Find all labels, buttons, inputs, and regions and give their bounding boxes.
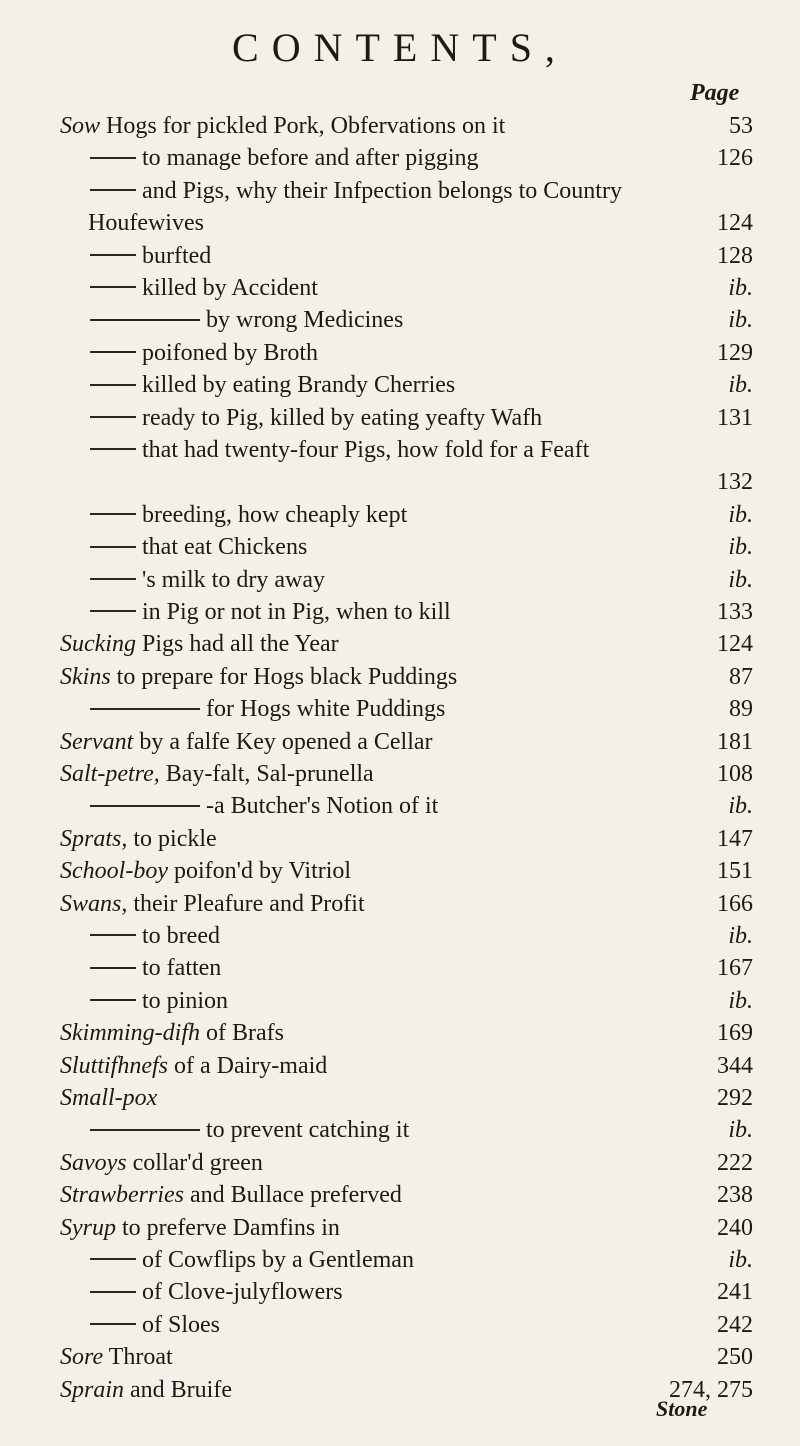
entry-description: Pigs had all the Year	[135, 631, 339, 658]
contents-entry	[0, 1017, 800, 1049]
entry-text	[90, 531, 307, 563]
entry-page-number: ib.	[728, 275, 753, 301]
entry-description: to fatten	[142, 955, 222, 982]
entry-keyword: Skins	[60, 663, 111, 690]
entry-keyword: Swans,	[60, 890, 128, 917]
contents-entry	[0, 434, 800, 466]
entry-text	[90, 1309, 220, 1341]
entry-keyword: Strawberries	[60, 1182, 185, 1209]
contents-entry	[0, 110, 800, 142]
contents-entry	[0, 402, 800, 434]
entry-text	[60, 1179, 402, 1211]
entry-description: killed by eating Brandy Cherries	[142, 372, 456, 399]
entry-description: ready to Pig, killed by eating yeafty Wafh	[142, 404, 543, 431]
contents-entry	[0, 920, 800, 952]
contents-entry	[0, 272, 800, 304]
contents-entry	[0, 1050, 800, 1082]
entry-text	[90, 304, 403, 336]
entry-text	[90, 596, 451, 628]
entry-description: for Hogs white Puddings	[206, 696, 446, 723]
contents-entry	[0, 823, 800, 855]
ditto-dash	[90, 254, 136, 256]
entry-page-number: 166	[717, 890, 753, 917]
ditto-dash	[90, 967, 136, 969]
entry-keyword: School-boy	[60, 858, 168, 885]
entry-description: in Pig or not in Pig, when to kill	[142, 599, 451, 625]
entry-page-number: 151	[717, 858, 753, 885]
entry-description: Houfewives	[88, 210, 204, 237]
entry-text	[60, 110, 505, 142]
entry-text	[90, 337, 318, 369]
ditto-dash	[90, 416, 136, 418]
entry-keyword: Servant	[60, 728, 134, 755]
contents-entry	[0, 661, 800, 693]
entry-keyword: Sluttifhnefs	[60, 1052, 168, 1079]
contents-entry	[0, 1309, 800, 1341]
entry-page-number: 129	[717, 339, 753, 366]
entry-page-number: ib.	[728, 987, 753, 1014]
ditto-dash	[90, 708, 200, 710]
entry-text	[60, 758, 374, 790]
entry-text	[90, 272, 318, 304]
entry-keyword: Skimming-difh	[60, 1020, 200, 1047]
entry-page-number: 238	[717, 1182, 753, 1209]
entry-description: of Brafs	[199, 1020, 284, 1047]
ditto-dash	[90, 610, 136, 612]
ditto-dash	[90, 319, 200, 321]
entry-description: and Pigs, why their Infpection belongs to Country	[142, 177, 622, 204]
entry-description: Throat	[103, 1344, 173, 1371]
ditto-dash	[90, 546, 136, 548]
ditto-dash	[90, 189, 136, 191]
entry-description: to manage before and after pigging	[142, 145, 479, 172]
entry-text	[90, 985, 228, 1017]
entry-description: burfted	[142, 242, 212, 269]
entry-keyword: Sucking	[60, 631, 136, 658]
entry-page-number: ib.	[728, 566, 753, 593]
contents-entry	[0, 693, 800, 725]
contents-entry	[0, 337, 800, 369]
entry-keyword: Syrup	[60, 1214, 116, 1241]
entry-description: poifoned by Broth	[142, 339, 318, 366]
entry-page-number: ib.	[728, 1117, 753, 1144]
contents-entry	[0, 985, 800, 1017]
entry-description: to breed	[142, 923, 220, 949]
entry-text	[88, 207, 204, 239]
entry-keyword: Sprain	[60, 1376, 125, 1403]
page-column-label: Page	[690, 80, 740, 106]
entry-description: to pinion	[142, 987, 229, 1014]
entry-page-number: 292	[717, 1085, 753, 1111]
contents-entry	[0, 1212, 800, 1244]
entry-description: of Clove-julyflowers	[142, 1279, 343, 1306]
contents-entry	[0, 499, 800, 531]
ditto-dash	[90, 1129, 200, 1131]
entry-description: by a falfe Key opened a Cellar	[133, 728, 433, 755]
contents-entry	[0, 855, 800, 887]
entry-page-number: ib.	[728, 372, 753, 399]
contents-entry	[0, 1147, 800, 1179]
entry-text	[60, 1147, 263, 1179]
contents-entry	[0, 1179, 800, 1211]
contents-entry	[0, 758, 800, 790]
ditto-dash	[90, 384, 136, 386]
entry-description: to preferve Damfins in	[116, 1214, 340, 1241]
contents-entry	[0, 1114, 800, 1146]
page-title: CONTENTS,	[232, 25, 568, 70]
contents-entry	[0, 790, 800, 822]
contents-entry	[0, 304, 800, 336]
entry-text	[90, 564, 325, 596]
ditto-dash	[90, 448, 136, 450]
entry-text	[60, 726, 433, 758]
contents-entry	[0, 369, 800, 401]
ditto-dash	[90, 351, 136, 353]
entry-page-number: 89	[729, 696, 753, 723]
contents-entry	[0, 1244, 800, 1276]
catchword: Stone	[656, 1396, 708, 1421]
entry-text	[90, 240, 211, 272]
contents-entry	[0, 952, 800, 984]
contents-entry	[0, 888, 800, 920]
entry-page-number: ib.	[728, 793, 753, 820]
contents-entry	[0, 1082, 800, 1114]
contents-entry	[0, 1341, 800, 1373]
entry-page-number: 108	[717, 761, 753, 787]
entry-page-number: 131	[717, 404, 753, 431]
entry-page-number: 222	[717, 1149, 753, 1176]
entry-text	[90, 1114, 409, 1146]
contents-entry	[0, 628, 800, 660]
entry-description: Bay-falt, Sal-prunella	[159, 761, 374, 787]
ditto-dash	[90, 513, 136, 515]
entry-text	[60, 661, 457, 693]
entry-text	[90, 434, 589, 466]
entry-text	[60, 855, 351, 887]
ditto-dash	[90, 934, 136, 936]
entry-keyword: Sore	[60, 1344, 104, 1371]
entry-description: killed by Accident	[142, 275, 318, 301]
entry-page-number: 250	[717, 1344, 753, 1371]
entry-keyword: Small-pox	[60, 1085, 158, 1111]
entry-page-number: 128	[717, 242, 753, 269]
entry-text	[60, 1341, 173, 1373]
contents-entry	[0, 726, 800, 758]
entry-page-number: 53	[729, 113, 753, 139]
entry-page-number: 87	[729, 663, 753, 690]
entry-description: that had twenty-four Pigs, how fold for a Feaft	[142, 437, 590, 463]
entry-text	[60, 628, 339, 660]
entry-text	[90, 920, 220, 952]
entry-page-number: 242	[717, 1311, 753, 1338]
entry-description: to prepare for Hogs black Puddings	[110, 663, 458, 690]
entry-page-number: 274, 275	[669, 1376, 753, 1403]
entry-page-number: 240	[717, 1214, 753, 1241]
entry-description: that eat Chickens	[142, 534, 308, 561]
entry-text	[60, 1374, 232, 1406]
entry-page-number: ib.	[728, 534, 753, 561]
entry-page-number: 169	[717, 1020, 753, 1047]
entry-text	[60, 1212, 340, 1244]
entry-text	[60, 1082, 157, 1114]
entry-text	[90, 1276, 343, 1308]
entry-text	[90, 952, 221, 984]
contents-entry	[0, 142, 800, 174]
ditto-dash	[90, 1323, 136, 1325]
entry-text	[90, 402, 542, 434]
ditto-dash	[90, 999, 136, 1001]
ditto-dash	[90, 157, 136, 159]
entry-text	[90, 142, 479, 174]
entry-description: 's milk to dry away	[142, 566, 325, 593]
contents-entry	[0, 466, 800, 498]
entry-description: -a Butcher's Notion of it	[206, 793, 439, 820]
entry-keyword: Sow	[60, 113, 101, 139]
entry-page-number: 147	[717, 825, 753, 852]
entry-page-number: 133	[717, 599, 753, 625]
contents-entry	[0, 596, 800, 628]
entry-description: collar'd green	[126, 1149, 263, 1176]
ditto-dash	[90, 1258, 136, 1260]
entry-description: and Bullace preferved	[184, 1182, 402, 1209]
entry-page-number: ib.	[728, 501, 753, 528]
entry-page-number: 124	[717, 631, 753, 658]
entry-page-number: ib.	[728, 923, 753, 949]
entry-description: poifon'd by Vitriol	[167, 858, 352, 885]
entry-text	[60, 888, 365, 920]
entry-page-number: 241	[717, 1279, 753, 1306]
ditto-dash	[90, 805, 200, 807]
ditto-dash	[90, 1291, 136, 1293]
entry-description: to pickle	[127, 825, 217, 852]
contents-entry	[0, 564, 800, 596]
entry-description: of Sloes	[142, 1311, 220, 1338]
entry-page-number: 344	[717, 1052, 753, 1079]
entry-description: their Pleafure and Profit	[127, 890, 365, 917]
entry-text	[60, 1017, 284, 1049]
entry-description: to prevent catching it	[206, 1117, 410, 1144]
contents-entry	[0, 240, 800, 272]
contents-entry	[0, 175, 800, 207]
entry-text	[60, 1050, 327, 1082]
entry-description: and Bruife	[124, 1376, 232, 1403]
entry-page-number: 132	[717, 469, 753, 496]
contents-entry	[0, 207, 800, 239]
contents-entry	[0, 531, 800, 563]
entry-text	[90, 1244, 414, 1276]
entry-description: of a Dairy-maid	[168, 1052, 328, 1079]
entry-description: breeding, how cheaply kept	[142, 501, 408, 528]
entry-page-number: 126	[717, 145, 753, 172]
entry-text	[90, 175, 622, 207]
contents-entry	[0, 1276, 800, 1308]
entry-description: Hogs for pickled Pork, Obfervations on it	[100, 113, 506, 139]
entry-text	[90, 790, 438, 822]
entry-page-number: 167	[717, 955, 753, 982]
entry-text	[90, 499, 407, 531]
entry-text	[90, 369, 455, 401]
entry-keyword: Savoys	[60, 1149, 127, 1176]
ditto-dash	[90, 578, 136, 580]
entry-text	[60, 823, 217, 855]
entry-description: of Cowflips by a Gentleman	[142, 1247, 414, 1273]
entry-description: by wrong Medicines	[206, 307, 404, 334]
entry-page-number: ib.	[728, 307, 753, 334]
entry-keyword: Sprats,	[60, 825, 128, 852]
entry-page-number: 124	[717, 210, 753, 237]
entry-text	[90, 693, 445, 725]
ditto-dash	[90, 286, 136, 288]
entry-page-number: ib.	[728, 1247, 753, 1273]
entry-page-number: 181	[717, 728, 753, 755]
entry-keyword: Salt-petre,	[60, 761, 160, 787]
